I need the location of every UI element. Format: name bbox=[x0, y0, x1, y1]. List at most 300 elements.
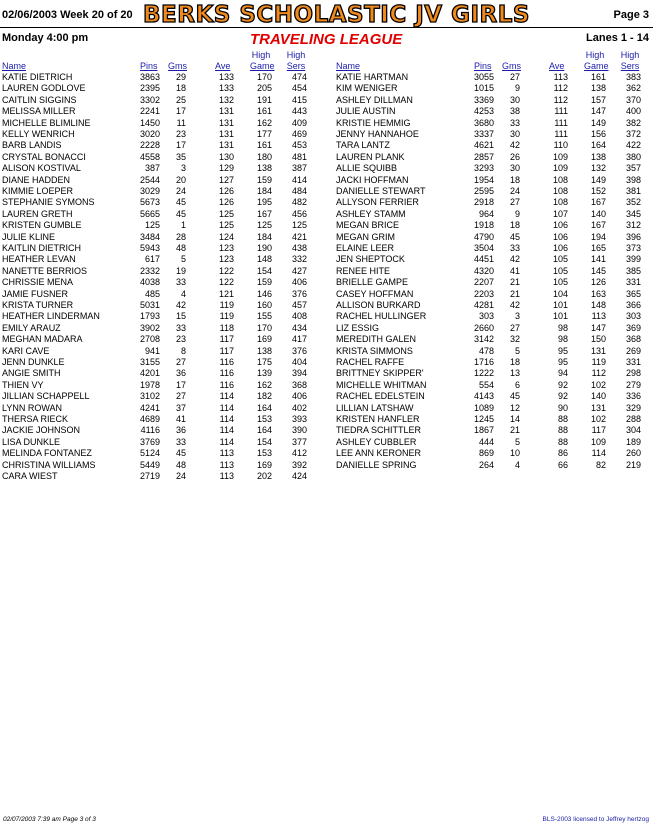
high-series-value: 279 bbox=[625, 379, 641, 390]
pins-value: 1450 bbox=[139, 117, 160, 128]
col-header-high-series: High bbox=[286, 50, 306, 60]
high-series-value: 377 bbox=[291, 436, 307, 447]
games-value: 27 bbox=[509, 322, 520, 333]
games-value: 18 bbox=[509, 220, 520, 231]
high-game-value: 113 bbox=[591, 311, 606, 322]
bowler-name: CRYSTAL BONACCI bbox=[2, 151, 86, 162]
games-value: 45 bbox=[175, 197, 186, 208]
high-series-value: 370 bbox=[625, 94, 641, 105]
pins-value: 4116 bbox=[140, 425, 160, 436]
average-value: 101 bbox=[552, 300, 568, 310]
high-game-value: 148 bbox=[590, 300, 606, 310]
pins-value: 1015 bbox=[473, 83, 494, 94]
high-series-value: 352 bbox=[625, 197, 641, 208]
bowler-name: DIANE HADDEN bbox=[2, 174, 71, 185]
average-value: 98 bbox=[557, 334, 568, 345]
average-value: 88 bbox=[557, 425, 568, 436]
games-value: 24 bbox=[175, 186, 186, 196]
average-value: 113 bbox=[219, 448, 234, 459]
col-header-series: Sers bbox=[620, 61, 640, 71]
bowler-name: KATIE HARTMAN bbox=[336, 72, 409, 82]
high-game-value: 140 bbox=[590, 391, 606, 402]
games-value: 5 bbox=[514, 345, 520, 356]
games-value: 23 bbox=[175, 334, 186, 345]
average-value: 110 bbox=[553, 140, 568, 151]
high-series-value: 362 bbox=[625, 83, 641, 94]
pins-value: 5673 bbox=[139, 197, 160, 208]
high-series-value: 454 bbox=[291, 83, 307, 94]
pins-value: 4558 bbox=[139, 151, 160, 162]
high-series-value: 312 bbox=[625, 220, 641, 231]
high-series-value: 457 bbox=[291, 300, 307, 310]
games-value: 9 bbox=[514, 83, 520, 94]
average-value: 111 bbox=[554, 117, 568, 128]
games-value: 33 bbox=[509, 117, 520, 128]
high-series-value: 288 bbox=[625, 414, 641, 424]
bowler-name: RENEE HITE bbox=[336, 265, 391, 276]
games-value: 21 bbox=[509, 277, 520, 288]
high-game-value: 139 bbox=[256, 368, 272, 379]
pins-value: 4201 bbox=[139, 368, 160, 379]
average-value: 131 bbox=[218, 106, 234, 117]
games-value: 5 bbox=[180, 254, 186, 265]
high-game-value: 149 bbox=[590, 117, 606, 128]
average-value: 117 bbox=[219, 334, 234, 345]
bowler-name: THIEN VY bbox=[2, 379, 44, 390]
bowler-name: MEREDITH GALEN bbox=[336, 334, 417, 345]
average-value: 108 bbox=[552, 197, 568, 208]
games-value: 33 bbox=[509, 243, 520, 253]
pins-value: 3293 bbox=[473, 163, 494, 174]
high-game-value: 167 bbox=[590, 197, 606, 208]
games-value: 30 bbox=[509, 94, 520, 105]
bowler-name: ALISON KOSTIVAL bbox=[2, 163, 81, 174]
bowler-name: BRIELLE GAMPE bbox=[336, 277, 409, 288]
average-value: 122 bbox=[218, 265, 234, 276]
games-value: 48 bbox=[175, 243, 186, 253]
bowler-name: ALLISON BURKARD bbox=[336, 300, 421, 310]
high-series-value: 331 bbox=[625, 277, 641, 288]
pins-value: 3504 bbox=[473, 243, 494, 253]
pins-value: 1954 bbox=[473, 174, 494, 185]
high-series-value: 421 bbox=[291, 231, 307, 242]
high-series-value: 469 bbox=[291, 129, 307, 139]
high-series-value: 385 bbox=[625, 265, 641, 276]
bowler-name: LEE ANN KERONER bbox=[336, 448, 422, 459]
average-value: 106 bbox=[552, 220, 568, 231]
high-game-value: 167 bbox=[590, 220, 606, 231]
high-game-value: 126 bbox=[590, 277, 606, 288]
high-game-value: 195 bbox=[256, 197, 272, 208]
bowler-name: BARB LANDIS bbox=[2, 140, 62, 151]
games-value: 38 bbox=[509, 106, 520, 117]
pins-value: 3102 bbox=[139, 391, 160, 402]
high-game-value: 154 bbox=[256, 436, 272, 447]
high-game-value: 138 bbox=[256, 163, 272, 174]
pins-value: 2203 bbox=[473, 288, 494, 299]
bowler-name: KIMMIE LOEPER bbox=[2, 186, 74, 196]
games-value: 29 bbox=[175, 72, 186, 82]
col-header-game: Game bbox=[584, 61, 609, 71]
bowler-name: RACHEL RAFFE bbox=[336, 357, 405, 367]
games-value: 4 bbox=[514, 459, 520, 470]
printed-timestamp: 02/07/2003 7:39 am Page 3 of 3 bbox=[3, 816, 96, 823]
games-value: 48 bbox=[175, 459, 186, 470]
games-value: 42 bbox=[509, 300, 520, 310]
high-series-value: 456 bbox=[291, 208, 307, 219]
high-game-value: 140 bbox=[590, 208, 606, 219]
pins-value: 1222 bbox=[473, 368, 494, 379]
games-value: 17 bbox=[175, 106, 186, 117]
games-value: 6 bbox=[514, 379, 520, 390]
pins-value: 2395 bbox=[139, 83, 160, 94]
col-header-name: Name bbox=[2, 61, 27, 71]
col-header-pins: Pins bbox=[474, 61, 492, 71]
high-series-value: 396 bbox=[625, 231, 641, 242]
pins-value: 1978 bbox=[139, 379, 160, 390]
average-value: 123 bbox=[218, 243, 234, 253]
high-series-value: 298 bbox=[625, 368, 641, 379]
high-series-value: 393 bbox=[291, 414, 307, 424]
average-value: 88 bbox=[557, 436, 568, 447]
high-game-value: 149 bbox=[590, 174, 606, 185]
games-value: 45 bbox=[509, 391, 520, 402]
games-value: 27 bbox=[175, 391, 186, 402]
average-value: 106 bbox=[552, 243, 568, 253]
high-series-value: 376 bbox=[291, 288, 307, 299]
high-game-value: 175 bbox=[256, 357, 272, 367]
games-value: 41 bbox=[509, 265, 520, 276]
games-value: 19 bbox=[175, 265, 186, 276]
bowler-name: STEPHANIE SYMONS bbox=[2, 197, 95, 208]
league-title: BERKS SCHOLASTIC JV GIRLS bbox=[143, 2, 530, 28]
pins-value: 3020 bbox=[139, 129, 160, 139]
pins-value: 5665 bbox=[139, 208, 160, 219]
pins-value: 5124 bbox=[139, 448, 160, 459]
date-week: 02/06/2003 Week 20 of 20 bbox=[2, 9, 133, 21]
average-value: 126 bbox=[218, 186, 234, 196]
average-value: 125 bbox=[218, 208, 234, 219]
bowler-name: JULIE AUSTIN bbox=[336, 106, 396, 117]
average-value: 109 bbox=[552, 163, 568, 174]
high-game-value: 157 bbox=[590, 94, 606, 105]
bowler-name: BRITTNEY SKIPPER' bbox=[336, 368, 424, 379]
average-value: 92 bbox=[557, 391, 568, 402]
bowler-name: CHRISTINA WILLIAMS bbox=[2, 459, 96, 470]
pins-value: 3055 bbox=[473, 72, 494, 82]
high-series-value: 424 bbox=[291, 471, 307, 481]
high-game-value: 184 bbox=[256, 231, 272, 242]
high-game-value: 184 bbox=[256, 186, 272, 196]
pins-value: 4253 bbox=[473, 106, 494, 117]
games-value: 23 bbox=[175, 129, 186, 139]
bowler-name: JACKI HOFFMAN bbox=[336, 174, 409, 185]
pins-value: 4320 bbox=[473, 265, 494, 276]
pins-value: 2708 bbox=[139, 334, 160, 345]
high-game-value: 145 bbox=[590, 265, 606, 276]
high-game-value: 109 bbox=[590, 436, 606, 447]
bowler-name: MEGAN BRICE bbox=[336, 220, 400, 231]
high-series-value: 381 bbox=[625, 186, 641, 196]
pins-value: 1918 bbox=[473, 220, 494, 231]
bowler-name: KIM WENIGER bbox=[336, 83, 398, 94]
pins-value: 478 bbox=[478, 345, 494, 356]
col-header-high-game: High bbox=[585, 50, 605, 60]
high-game-value: 114 bbox=[591, 448, 606, 459]
average-value: 94 bbox=[557, 368, 568, 379]
bowler-name: MELISSA MILLER bbox=[2, 106, 76, 117]
license-text: BLS-2003 licensed to Jeffrey hertzog bbox=[542, 816, 649, 823]
average-value: 131 bbox=[218, 129, 234, 139]
games-value: 11 bbox=[176, 117, 186, 128]
high-series-value: 474 bbox=[291, 72, 307, 82]
high-game-value: 154 bbox=[256, 265, 272, 276]
high-game-value: 190 bbox=[256, 243, 272, 253]
pins-value: 5943 bbox=[139, 243, 160, 253]
average-value: 131 bbox=[218, 140, 234, 151]
games-value: 37 bbox=[175, 402, 186, 413]
games-value: 41 bbox=[175, 414, 186, 424]
bowler-name: THERSA RIECK bbox=[2, 414, 69, 424]
bowler-name: JACKIE JOHNSON bbox=[2, 425, 81, 436]
average-value: 109 bbox=[552, 151, 568, 162]
pins-value: 264 bbox=[478, 459, 494, 470]
col-header-games: Gms bbox=[168, 61, 187, 71]
bowler-name: KRISTA SIMMONS bbox=[336, 345, 413, 356]
high-series-value: 336 bbox=[625, 391, 641, 402]
bowler-name: RACHEL HULLINGER bbox=[336, 311, 427, 322]
games-value: 33 bbox=[175, 277, 186, 288]
high-series-value: 399 bbox=[625, 254, 641, 265]
high-game-value: 141 bbox=[590, 254, 606, 265]
pins-value: 3155 bbox=[139, 357, 160, 367]
bowler-name: CHRISSIE MENA bbox=[2, 277, 74, 288]
high-series-value: 406 bbox=[291, 277, 307, 288]
bowler-name: HEATHER LINDERMAN bbox=[2, 311, 100, 322]
pins-value: 2595 bbox=[473, 186, 494, 196]
bowler-name: MEGAN GRIM bbox=[336, 231, 396, 242]
high-series-value: 357 bbox=[625, 163, 641, 174]
high-series-value: 332 bbox=[291, 254, 307, 265]
average-value: 123 bbox=[218, 254, 234, 265]
average-value: 125 bbox=[218, 220, 234, 231]
high-series-value: 331 bbox=[625, 357, 641, 367]
high-game-value: 117 bbox=[591, 425, 606, 436]
games-value: 13 bbox=[509, 368, 520, 379]
lanes: Lanes 1 - 14 bbox=[586, 32, 649, 44]
high-series-value: 380 bbox=[625, 151, 641, 162]
games-value: 18 bbox=[509, 357, 520, 367]
games-value: 25 bbox=[175, 94, 186, 105]
pins-value: 303 bbox=[478, 311, 494, 322]
bowler-name: LISA DUNKLE bbox=[2, 436, 61, 447]
average-value: 121 bbox=[218, 288, 234, 299]
average-value: 114 bbox=[219, 436, 234, 447]
pins-value: 3863 bbox=[139, 72, 160, 82]
average-value: 108 bbox=[552, 174, 568, 185]
high-game-value: 161 bbox=[590, 72, 606, 82]
games-value: 17 bbox=[175, 379, 186, 390]
pins-value: 3680 bbox=[473, 117, 494, 128]
average-value: 114 bbox=[219, 425, 234, 436]
bowler-name: ANGIE SMITH bbox=[2, 368, 61, 379]
bowler-name: CAITLIN SIGGINS bbox=[2, 94, 77, 105]
games-value: 18 bbox=[175, 83, 186, 94]
high-series-value: 383 bbox=[625, 72, 641, 82]
high-game-value: 194 bbox=[590, 231, 606, 242]
league-name: TRAVELING LEAGUE bbox=[250, 31, 403, 48]
high-game-value: 164 bbox=[256, 425, 272, 436]
average-value: 98 bbox=[557, 322, 568, 333]
high-series-value: 412 bbox=[291, 448, 307, 459]
games-value: 5 bbox=[514, 436, 520, 447]
pins-value: 2544 bbox=[139, 174, 160, 185]
high-game-value: 165 bbox=[590, 243, 606, 253]
bowler-name: LAUREN GRETH bbox=[2, 208, 73, 219]
games-value: 33 bbox=[175, 436, 186, 447]
high-game-value: 138 bbox=[590, 83, 606, 94]
bowler-name: JILLIAN SCHAPPELL bbox=[2, 391, 90, 402]
high-game-value: 138 bbox=[256, 345, 272, 356]
average-value: 105 bbox=[552, 254, 568, 265]
average-value: 114 bbox=[219, 391, 234, 402]
average-value: 112 bbox=[553, 94, 568, 105]
high-series-value: 414 bbox=[291, 174, 307, 185]
high-series-value: 390 bbox=[291, 425, 307, 436]
games-value: 45 bbox=[175, 448, 186, 459]
col-header-average: Ave bbox=[215, 61, 231, 71]
high-game-value: 102 bbox=[590, 414, 606, 424]
bowler-name: RACHEL EDELSTEIN bbox=[336, 391, 425, 402]
average-value: 114 bbox=[219, 414, 234, 424]
high-series-value: 269 bbox=[625, 345, 641, 356]
col-header-game: Game bbox=[250, 61, 275, 71]
games-value: 27 bbox=[175, 357, 186, 367]
high-game-value: 132 bbox=[590, 163, 606, 174]
pins-value: 3337 bbox=[473, 129, 494, 139]
pins-value: 485 bbox=[144, 288, 160, 299]
high-game-value: 82 bbox=[595, 459, 606, 470]
games-value: 24 bbox=[175, 471, 186, 481]
average-value: 95 bbox=[557, 357, 568, 367]
average-value: 122 bbox=[218, 277, 234, 288]
games-value: 42 bbox=[509, 140, 520, 151]
games-value: 10 bbox=[509, 448, 520, 459]
pins-value: 5449 bbox=[139, 459, 160, 470]
pins-value: 4689 bbox=[139, 414, 160, 424]
high-game-value: 159 bbox=[256, 174, 272, 185]
high-game-value: 170 bbox=[256, 72, 272, 82]
average-value: 106 bbox=[552, 231, 568, 242]
high-game-value: 163 bbox=[590, 288, 606, 299]
bowler-name: KELLY WENRICH bbox=[2, 129, 75, 139]
average-value: 92 bbox=[557, 379, 568, 390]
games-value: 4 bbox=[180, 288, 186, 299]
high-game-value: 162 bbox=[256, 379, 272, 390]
pins-value: 941 bbox=[144, 345, 160, 356]
high-series-value: 382 bbox=[625, 117, 641, 128]
pins-value: 1716 bbox=[473, 357, 494, 367]
average-value: 126 bbox=[218, 197, 234, 208]
games-value: 42 bbox=[509, 254, 520, 265]
high-series-value: 303 bbox=[625, 311, 641, 322]
col-header-average: Ave bbox=[549, 61, 565, 71]
bowler-name: LAUREN GODLOVE bbox=[2, 83, 86, 94]
pins-value: 2918 bbox=[473, 197, 494, 208]
average-value: 129 bbox=[218, 163, 234, 174]
high-game-value: 167 bbox=[256, 208, 272, 219]
average-value: 104 bbox=[552, 288, 568, 299]
games-value: 26 bbox=[509, 151, 520, 162]
high-game-value: 138 bbox=[590, 151, 606, 162]
average-value: 132 bbox=[218, 94, 234, 105]
games-value: 21 bbox=[509, 425, 520, 436]
high-game-value: 131 bbox=[590, 402, 606, 413]
high-game-value: 205 bbox=[256, 83, 272, 94]
high-series-value: 398 bbox=[625, 174, 641, 185]
average-value: 117 bbox=[219, 345, 234, 356]
high-game-value: 202 bbox=[256, 471, 272, 481]
bowler-name: KARI CAVE bbox=[2, 345, 50, 356]
games-value: 30 bbox=[509, 163, 520, 174]
high-game-value: 119 bbox=[591, 357, 606, 367]
bowler-name: KAITLIN DIETRICH bbox=[2, 243, 82, 253]
high-series-value: 372 bbox=[625, 129, 641, 139]
games-value: 15 bbox=[175, 311, 186, 322]
average-value: 107 bbox=[552, 208, 568, 219]
pins-value: 3029 bbox=[139, 186, 160, 196]
high-game-value: 182 bbox=[256, 391, 272, 402]
bowler-name: LAUREN PLANK bbox=[336, 151, 405, 162]
average-value: 124 bbox=[218, 231, 234, 242]
high-series-value: 402 bbox=[291, 402, 307, 413]
bowler-name: DANIELLE STEWART bbox=[336, 186, 426, 196]
games-value: 8 bbox=[180, 345, 186, 356]
pins-value: 2207 bbox=[473, 277, 494, 288]
high-game-value: 169 bbox=[256, 334, 272, 345]
high-game-value: 159 bbox=[256, 277, 272, 288]
high-game-value: 147 bbox=[590, 322, 606, 333]
bowler-name: ASHLEY STAMM bbox=[336, 208, 406, 219]
average-value: 111 bbox=[554, 106, 568, 117]
pins-value: 444 bbox=[478, 436, 494, 447]
games-value: 36 bbox=[175, 425, 186, 436]
high-series-value: 373 bbox=[625, 243, 641, 253]
average-value: 90 bbox=[557, 402, 568, 413]
games-value: 33 bbox=[175, 322, 186, 333]
average-value: 133 bbox=[218, 83, 234, 94]
high-series-value: 365 bbox=[625, 288, 641, 299]
bowler-name: ALLIE SQUIBB bbox=[336, 163, 398, 174]
bowler-name: KRISTEN GUMBLE bbox=[2, 220, 82, 231]
high-series-value: 406 bbox=[291, 391, 307, 402]
bowler-name: ASHLEY DILLMAN bbox=[336, 94, 413, 105]
pins-value: 2857 bbox=[473, 151, 494, 162]
high-series-value: 394 bbox=[291, 368, 307, 379]
high-series-value: 366 bbox=[625, 300, 641, 310]
high-series-value: 453 bbox=[291, 140, 307, 151]
high-series-value: 438 bbox=[291, 243, 307, 253]
average-value: 105 bbox=[552, 277, 568, 288]
pins-value: 5031 bbox=[139, 300, 160, 310]
average-value: 108 bbox=[552, 186, 568, 196]
pins-value: 4241 bbox=[139, 402, 160, 413]
average-value: 86 bbox=[557, 448, 568, 459]
games-value: 27 bbox=[509, 197, 520, 208]
average-value: 118 bbox=[219, 322, 234, 333]
games-value: 45 bbox=[175, 208, 186, 219]
high-series-value: 400 bbox=[625, 106, 641, 117]
